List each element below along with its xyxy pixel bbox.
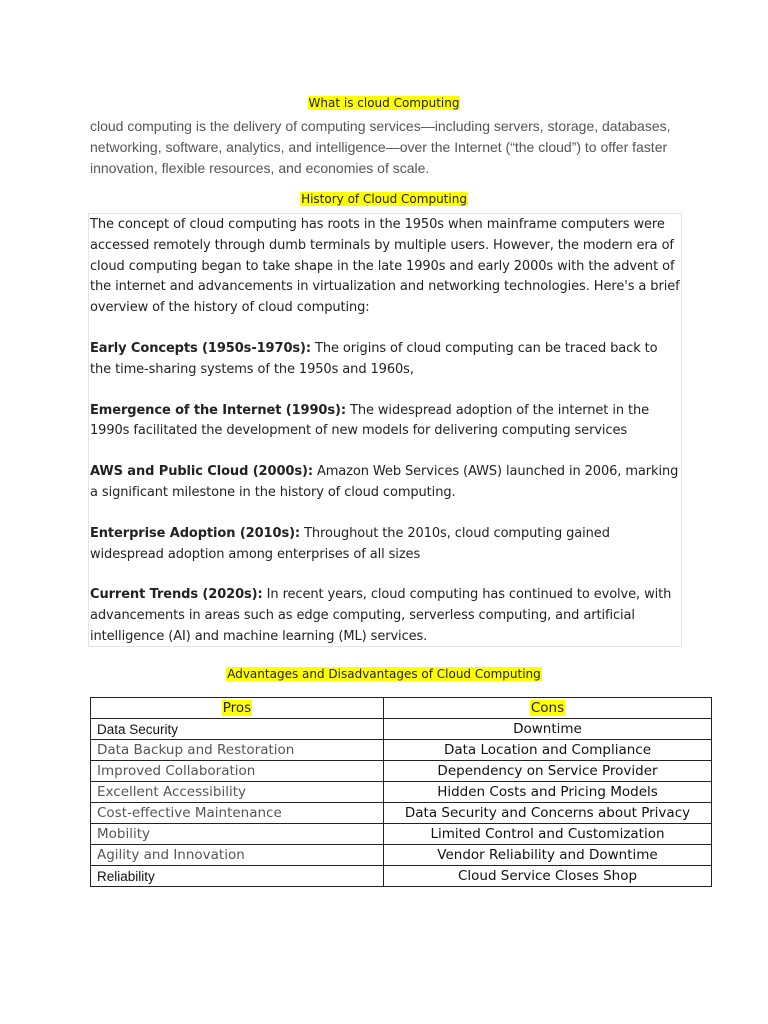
history-item-current-trends bbox=[90, 585, 680, 647]
pros-cons-table bbox=[90, 697, 712, 887]
history-item-text: The widespread adoption of the internet in the 1990s facilitated the development of new models for delivering computing services bbox=[90, 402, 650, 439]
intro-paragraph: cloud computing is the delivery of computing services—including servers, storage, databases, networking, software, analytics, and intelligence—over the Internet (“the cloud”) to offer faster innovation, flexible resources, and economies of scale. bbox=[90, 118, 671, 176]
pro-cell: Reliability bbox=[91, 866, 384, 887]
pro-cell: Agility and Innovation bbox=[91, 845, 384, 866]
history-item-text: In recent years, cloud computing has continued to evolve, with advancements in areas such as edge computing, serverless computing, and artificial intelligence (AI) and machine learning (ML) services. bbox=[90, 587, 672, 644]
pro-cell: Mobility bbox=[91, 824, 384, 845]
pro-cell: Data Security bbox=[91, 719, 384, 740]
history-item-text: Amazon Web Services (AWS) launched in 2006, marking a significant milestone in the history of cloud computing. bbox=[90, 464, 679, 500]
history-item-title: Emergence of the Internet (1990s): bbox=[90, 402, 346, 418]
history-item-text: Throughout the 2010s, cloud computing gained widespread adoption among enterprises of all sizes bbox=[90, 525, 610, 562]
table-header-row bbox=[91, 698, 712, 719]
history-item-early-concepts bbox=[90, 339, 680, 381]
table-row bbox=[91, 761, 712, 782]
pro-cell: Excellent Accessibility bbox=[91, 782, 384, 803]
pro-cell: Cost-effective Maintenance bbox=[91, 803, 384, 824]
history-item-aws bbox=[90, 462, 680, 504]
con-cell: Limited Control and Customization bbox=[384, 824, 712, 845]
history-item-text: The origins of cloud computing can be traced back to the time-sharing systems of the 1950s and 1960s, bbox=[90, 340, 658, 377]
table-row bbox=[91, 719, 712, 740]
heading-history bbox=[0, 191, 768, 207]
table-row bbox=[91, 824, 712, 845]
heading-adv-disadv-text: Advantages and Disadvantages of Cloud Computing bbox=[227, 667, 541, 681]
table-row bbox=[91, 740, 712, 761]
pro-cell: Improved Collaboration bbox=[91, 761, 384, 782]
history-item-enterprise bbox=[90, 524, 680, 566]
table-row bbox=[91, 803, 712, 824]
history-section bbox=[90, 215, 680, 648]
con-cell: Data Security and Concerns about Privacy bbox=[384, 803, 712, 824]
pros-header-text: Pros bbox=[222, 699, 252, 716]
con-cell: Data Location and Compliance bbox=[384, 740, 712, 761]
con-cell: Cloud Service Closes Shop bbox=[384, 866, 712, 887]
con-cell: Hidden Costs and Pricing Models bbox=[384, 782, 712, 803]
table-row bbox=[91, 845, 712, 866]
con-cell: Vendor Reliability and Downtime bbox=[384, 845, 712, 866]
con-cell: Dependency on Service Provider bbox=[384, 761, 712, 782]
heading-what-is-cloud-text: What is cloud Computing bbox=[308, 96, 460, 110]
heading-history-text: History of Cloud Computing bbox=[301, 192, 467, 206]
pro-cell: Data Backup and Restoration bbox=[91, 740, 384, 761]
cons-header-text: Cons bbox=[530, 699, 565, 716]
history-item-internet bbox=[90, 401, 680, 443]
cons-header bbox=[384, 698, 712, 719]
history-item-title: Early Concepts (1950s-1970s): bbox=[90, 340, 311, 356]
history-item-title: AWS and Public Cloud (2000s): bbox=[90, 464, 313, 480]
table-row bbox=[91, 866, 712, 887]
heading-what-is-cloud bbox=[0, 95, 768, 111]
pros-header bbox=[91, 698, 384, 719]
con-cell: Downtime bbox=[384, 719, 712, 740]
history-item-title: Enterprise Adoption (2010s): bbox=[90, 525, 301, 541]
heading-adv-disadv bbox=[0, 666, 768, 682]
table-row bbox=[91, 782, 712, 803]
history-item-title: Current Trends (2020s): bbox=[90, 587, 263, 603]
history-intro: The concept of cloud computing has roots in the 1950s when mainframe computers were accessed remotely through dumb terminals by multiple users. However, the modern era of cloud computing began to take shape in the late 1990s and early 2000s with the advent of the internet and advancements in virtualization and networking technologies. Here's a brief overview of the history of cloud computing: bbox=[90, 217, 680, 316]
